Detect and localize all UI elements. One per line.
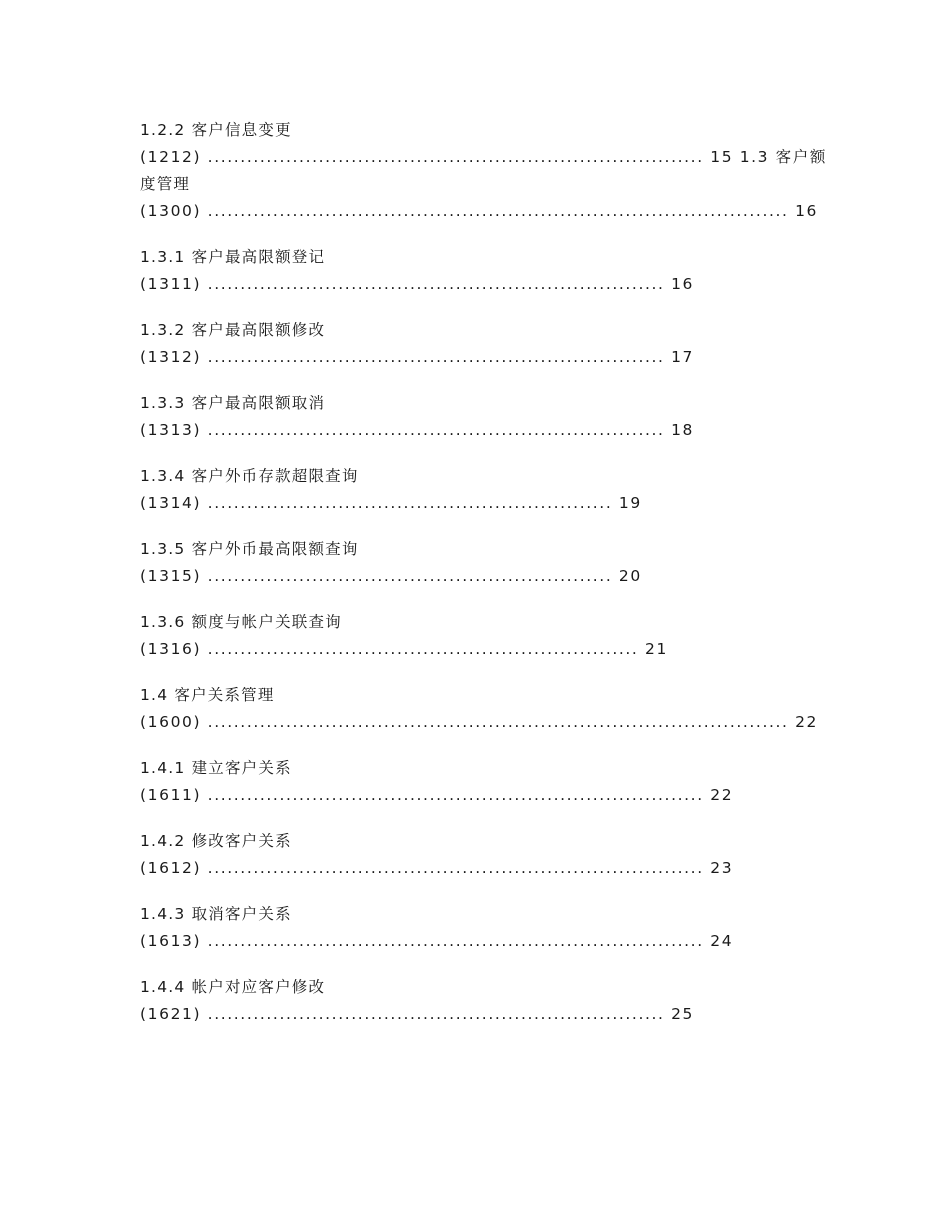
toc-entry-leader: (1311) ...................................................................... 16 [140,275,695,293]
toc-entry-leader: (1212) ............................................................................ 15 1.3 客户额 [140,148,827,166]
toc-entry-title: 1.4.2 修改客户关系 [140,832,292,850]
spacer [140,663,810,682]
toc-entry-title: 1.2.2 客户信息变更 [140,121,292,139]
spacer [140,809,810,828]
toc-entry-1-4[interactable] [140,682,819,736]
toc-entry-leader: (1316) .................................................................. 21 [140,640,668,658]
toc-entry-leader: (1613) ............................................................................ 24 [140,932,734,950]
toc-entry-leader: (1314) .............................................................. 19 [140,494,642,512]
toc-entry-1-3-4[interactable] [140,463,810,517]
toc-entry-1-4-2[interactable] [140,828,810,882]
toc-entry-1-3-1[interactable] [140,244,810,298]
spacer [140,371,810,390]
toc-entry-leader: (1621) ...................................................................... 25 [140,1005,695,1023]
spacer [140,517,810,536]
toc-entry-1-3-3[interactable] [140,390,810,444]
toc-entry-title: 1.4.3 取消客户关系 [140,905,292,923]
toc-entry-title: 1.3.6 额度与帐户关联查询 [140,613,342,631]
toc-entry-1-3-5[interactable] [140,536,810,590]
toc-entry-title: 1.3.1 客户最高限额登记 [140,248,326,266]
toc-entry-title: 1.3.3 客户最高限额取消 [140,394,326,412]
toc-entry-1-4-4[interactable] [140,974,810,1028]
toc-entry-1-3-6[interactable] [140,609,810,663]
spacer [140,444,810,463]
toc-entry-leader: (1312) ...................................................................... 17 [140,348,695,366]
spacer [140,590,810,609]
toc-entry-title: 1.3.4 客户外币存款超限查询 [140,467,359,485]
toc-entry-leader: (1313) ...................................................................... 18 [140,421,695,439]
toc-entry-1-4-3[interactable] [140,901,810,955]
toc-entry-1-2-2[interactable] [140,117,827,225]
spacer [140,882,810,901]
toc-entry-title: 1.4.1 建立客户关系 [140,759,292,777]
toc-entry-title: 度管理 [140,175,191,193]
toc-entry-title: 1.4 客户关系管理 [140,686,275,704]
toc-entry-leader: (1611) ............................................................................ 22 [140,786,734,804]
toc-entry-1-4-1[interactable] [140,755,810,809]
spacer [140,298,810,317]
toc-entry-1-3-2[interactable] [140,317,810,371]
toc-entry-leader: (1612) ............................................................................ 23 [140,859,734,877]
toc-entry-title: 1.4.4 帐户对应客户修改 [140,978,326,996]
toc-entry-leader: (1600) ......................................................................................... 22 [140,713,819,731]
spacer [140,736,810,755]
spacer [140,225,810,244]
toc-entry-leader: (1315) .............................................................. 20 [140,567,642,585]
toc-entry-title: 1.3.2 客户最高限额修改 [140,321,326,339]
toc-entry-leader: (1300) ......................................................................................... 16 [140,202,819,220]
table-of-contents [140,117,827,1028]
spacer [140,955,810,974]
toc-entry-title: 1.3.5 客户外币最高限额查询 [140,540,359,558]
